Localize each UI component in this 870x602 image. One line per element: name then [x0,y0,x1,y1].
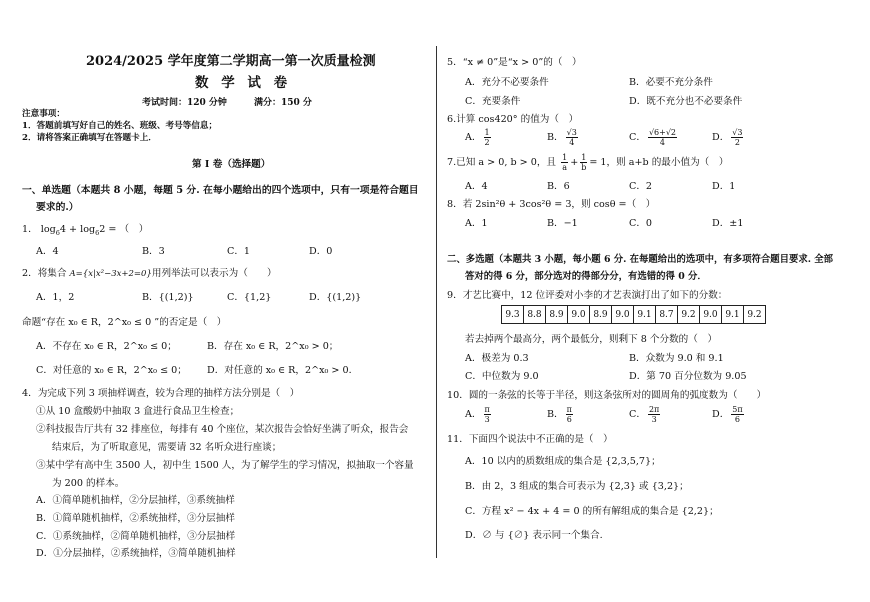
exam-title: 2024/2025 学年度第二学期高一第一次质量检测 [86,54,376,69]
denominator: 4 [569,138,575,147]
question-number: 10． [447,390,469,401]
option-a: A．不存在 x₀ ∈ R，2^x₀ ≤ 0； [36,341,177,352]
numerator: √3 [566,128,577,137]
question-number: 2． [22,268,38,279]
option-label: B． [547,409,564,420]
option-a: A．①简单随机抽样，②分层抽样，③系统抽样 [36,495,235,506]
denominator: 3 [651,415,657,424]
score-cell: 9.2 [678,306,700,324]
option-c [629,405,662,424]
option-a: A．极差为 0.3 [465,353,529,364]
score-cell: 8.9 [546,306,568,324]
question-stem: “x ≠ 0”是“x > 0”的（ ） [462,57,582,68]
section1-heading: 一、单选题（本题共 8 小题，每题 5 分. 在每小题给出的四个选项中，只有一项是符合题目 [22,185,419,196]
numerator: 5π [732,405,743,414]
option-label: A． [465,409,482,420]
option-b: B．①简单随机抽样，②系统抽样，③分层抽样 [36,513,235,524]
question-10 [447,387,766,401]
option-b: B．6 [547,181,570,192]
option-b: B．{(1,2)} [142,292,194,303]
fraction [731,405,743,424]
option-a [465,128,493,147]
denominator: 4 [659,138,666,147]
option-label: C． [629,409,646,420]
score-cell: 9.3 [502,306,524,324]
exam-score: 满分：150 分 [254,98,312,108]
denominator: 2 [734,138,740,147]
question-stem: 才艺比赛中，12 位评委对小李的才艺表演打出了如下的分数： [462,290,728,301]
option-b: B．众数为 9.0 和 9.1 [629,353,724,364]
denominator: 2 [484,138,490,147]
section1-heading-cont: 要求的.） [36,202,79,213]
score-table [501,305,766,324]
exam-time: 考试时间：120 分钟 [142,98,227,108]
option-d: D．{(1,2)} [309,292,362,303]
option-c: C．1 [227,246,251,257]
question-9-cont: 若去掉两个最高分，两个最低分，则剩下 8 个分数的（ ） [465,334,718,345]
score-cell: 9.0 [568,306,590,324]
option-a: A．充分不必要条件 [465,77,549,88]
score-cell: 9.1 [722,306,744,324]
question-stem: 已知 a > 0, b > 0，且 [456,157,557,168]
question-number: 1． [22,224,38,235]
option-a: A．1，2 [36,292,75,303]
q4-item: ③某中学有高中生 3500 人，初中生 1500 人，为了解学生的学习情况，拟抽取一个容量 [36,460,414,471]
section2-heading: 二、多选题（本题共 3 小题，每小题 6 分. 在每题给出的选项中，有多项符合题目要求. 全部 [447,254,834,265]
question-1 [22,221,148,235]
q4-item: ①从 10 盒酸奶中抽取 3 盒进行食品卫生检查； [36,406,240,417]
section2-heading-cont: 答对的得 6 分，部分选对的得部分分，有选错的得 0 分． [465,271,707,282]
denominator: 6 [566,415,572,424]
question-7: 7.已知 a > 0, b > 0，且 $\frac{1}{a}$ + $\frac{1}{b}$ = 1，则 a+b 的最小值为（ ） [447,153,729,172]
score-cell: 9.1 [634,306,656,324]
option-d: D．∅ 与 {∅} 表示同一个集合. [465,530,603,541]
question-4 [22,385,299,399]
volume-heading: 第 I 卷（选择题） [192,159,271,170]
question-stem: 圆的一条弦的长等于半径，则这条弦所对的圆周角的弧度数为（ ） [468,390,767,401]
q4-item-cont: 为 200 的样本。 [52,478,125,489]
option-c: C．0 [629,218,653,229]
option-b: B．必要不充分条件 [629,77,713,88]
question-9 [447,287,727,301]
exam-subtitle: 数 学 试 卷 [195,75,292,91]
option-d: D．对任意的 x₀ ∈ R，2^x₀ > 0． [207,365,359,376]
numerator: 1 [581,153,587,162]
question-number: 7. [447,157,457,168]
question-5 [447,54,582,68]
score-cell: 8.9 [590,306,612,324]
option-d: D．第 70 百分位数为 9.05 [629,371,747,382]
question-3: 命题“存在 x₀ ∈ R，2^x₀ ≤ 0 ”的否定是（ ） [22,317,227,328]
option-b: B．3 [142,246,165,257]
option-d: D．既不充分也不必要条件 [629,96,743,107]
fraction-1-over-b [580,153,587,172]
option-b: B．−1 [547,218,578,229]
q4-item: ②科技报告厅共有 32 排座位，每排有 40 个座位，某次报告会恰好坐满了听众，报告会 [36,424,409,435]
option-label: D． [712,409,730,420]
notes-title: 注意事项： [22,109,65,119]
question-number: 11． [447,434,469,445]
fraction [648,405,660,424]
q4-item-cont: 结束后，为了听取意见，需要请 32 名听众进行座谈； [52,442,282,453]
option-a [465,405,493,424]
numerator: π [566,405,572,414]
denominator: 3 [484,415,490,424]
option-b: B．由 2，3 组成的集合可表示为 {2,3} 或 {3,2}； [465,481,689,492]
fraction-1-over-a [561,153,568,172]
score-cell: 9.0 [612,306,634,324]
option-label: B． [547,132,564,143]
option-c: C．对任意的 x₀ ∈ R，2^x₀ ≤ 0； [36,365,187,376]
question-stem: 将集合 [37,268,67,279]
denominator: a [562,163,568,172]
fraction [484,405,491,424]
note-item: 2．请将答案正确填写在答题卡上． [22,133,157,143]
fraction [731,128,743,147]
note-item: 1．答题前填写好自己的姓名、班级、考号等信息； [22,121,218,131]
fraction [648,128,677,147]
option-label: D． [712,132,730,143]
numerator: 2π [648,405,660,414]
score-cell: 9.0 [700,306,722,324]
fraction [484,128,491,147]
denominator: 6 [734,415,741,424]
question-stem: 下面四个说法中不正确的是（ ） [468,434,613,445]
numerator: 1 [484,128,490,137]
fraction [566,128,578,147]
option-label: C． [629,132,646,143]
numerator: π [484,405,490,414]
question-number: 8． [447,199,463,210]
table-row [502,306,766,324]
option-c: C．①系统抽样，②简单随机抽样，③分层抽样 [36,531,236,542]
option-c: C．充要条件 [465,96,521,107]
numerator: 1 [562,153,568,162]
score-cell: 9.2 [744,306,766,324]
equation-rhs: = 1 [589,157,607,168]
option-c: C．中位数为 9.0 [465,371,539,382]
score-cell: 8.8 [524,306,546,324]
option-a: A．4 [465,181,488,192]
question-6 [447,111,578,125]
question-number: 6. [447,114,457,125]
option-d: D．1 [712,181,736,192]
option-a: A．10 以内的质数组成的集合是 {2,3,5,7}； [465,456,661,467]
question-11 [447,431,613,445]
numerator: √6+√2 [648,128,677,137]
question-stem: 计算 cos420° 的值为（ ） [456,114,579,125]
question-stem: 若 2sin²θ + 3cos²θ = 3，则 cosθ =（ ） [462,199,656,210]
option-d [712,128,745,147]
question-stem: 为完成下列 3 项抽样调查，较为合理的抽样方法分别是（ ） [37,388,300,399]
option-a: A．4 [36,246,59,257]
question-stem-cont: ，则 a+b 的最小值为（ ） [606,157,729,168]
column-divider [436,46,437,558]
question-number: 5． [447,57,463,68]
question-stem-cont: 用列举法可以表示为（ ） [151,268,277,279]
option-label: A． [465,132,482,143]
question-2 [22,265,277,279]
option-c: C．2 [629,181,653,192]
option-b [547,405,575,424]
option-c: C．方程 x² − 4x + 4 = 0 的所有解组成的集合是 {2,2}； [465,506,719,517]
option-c [629,128,679,147]
numerator: √3 [732,128,743,137]
option-d [712,405,746,424]
question-number: 9． [447,290,463,301]
fraction [566,405,573,424]
option-d: D．0 [309,246,333,257]
question-8 [447,196,655,210]
score-cell: 8.7 [656,306,678,324]
question-number: 4． [22,388,38,399]
option-d: D．①分层抽样，②系统抽样，③简单随机抽样 [36,548,236,559]
set-notation: A={x|x²−3x+2=0} [69,269,152,279]
question-stem: $\log_64 + \log_62$ = （ ） [40,224,149,237]
option-b [547,128,580,147]
option-b: B．存在 x₀ ∈ R，2^x₀ > 0； [207,341,339,352]
option-a: A．1 [465,218,488,229]
option-d: D．±1 [712,218,744,229]
option-c: C．{1,2} [227,292,272,303]
denominator: b [581,163,587,172]
